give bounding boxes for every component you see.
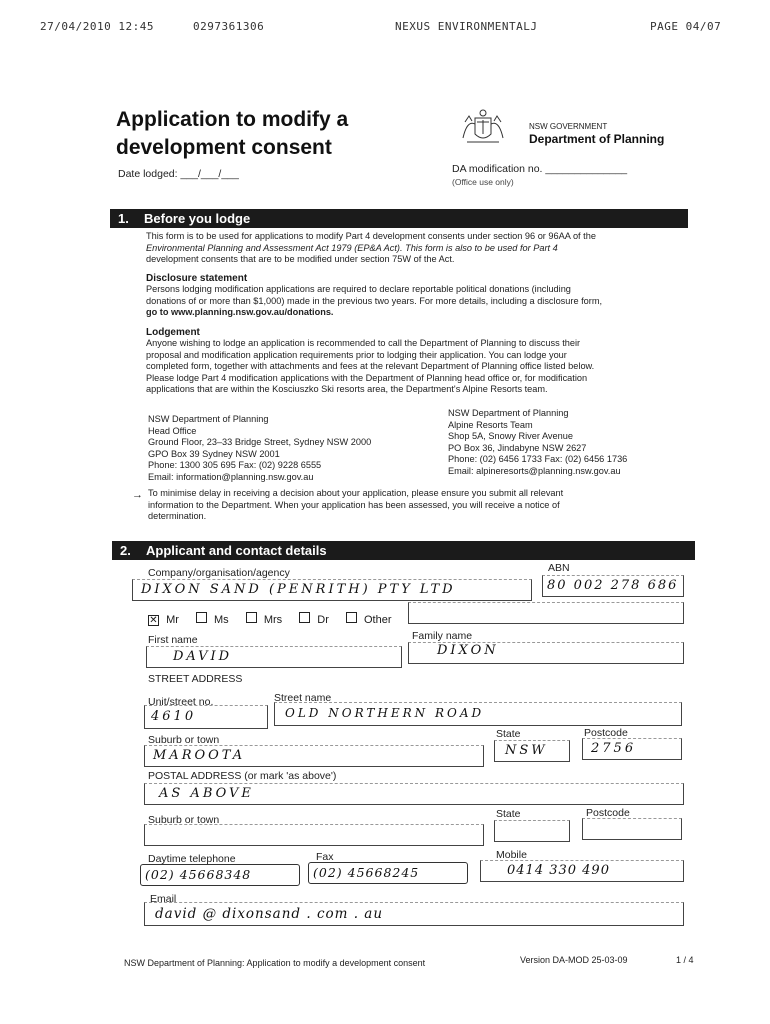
- section-1-header: [110, 209, 688, 228]
- email-value: david @ dixonsand . com . au: [155, 906, 384, 922]
- postcode-value: 2756: [591, 741, 637, 756]
- postal-address-field[interactable]: [144, 783, 684, 805]
- lodgement-heading: Lodgement: [146, 327, 200, 338]
- lodgement-line: Please lodge Part 4 modification applications with the Department of Planning head office or, for modification: [146, 372, 588, 383]
- postcode-label: Postcode: [584, 727, 628, 739]
- street-name-value: OLD NORTHERN ROAD: [285, 706, 485, 720]
- lodgement-line: Anyone wishing to lodge an application is recommended to call the Department of Planning to discuss their: [146, 338, 581, 348]
- suburb-value: MAROOTA: [153, 748, 246, 763]
- suburb-field[interactable]: [144, 745, 484, 767]
- mr-label: Mr: [166, 614, 179, 626]
- unit-label: Unit/street no.: [148, 696, 214, 708]
- mrs-checkbox[interactable]: [246, 612, 257, 623]
- office-line: Head Office: [148, 425, 197, 436]
- mobile-value: 0414 330 490: [507, 863, 610, 878]
- ms-checkbox[interactable]: [196, 612, 207, 623]
- company-field[interactable]: [132, 579, 532, 601]
- fax-sender: NEXUS ENVIRONMENTALJ: [395, 20, 538, 33]
- disclosure-heading: Disclosure statement: [146, 273, 248, 284]
- mobile-field[interactable]: [480, 860, 684, 882]
- other-checkbox[interactable]: [346, 612, 357, 623]
- daytime-phone-label: Daytime telephone: [148, 853, 236, 865]
- state-field[interactable]: [494, 740, 570, 762]
- abn-field[interactable]: [542, 575, 684, 597]
- postcode-field[interactable]: [582, 738, 682, 760]
- postal-address-heading: POSTAL ADDRESS (or mark 'as above'): [148, 770, 337, 782]
- mobile-label: Mobile: [496, 849, 527, 861]
- first-name-field[interactable]: [146, 646, 402, 668]
- footer-version: Version DA-MOD 25-03-09: [520, 955, 628, 965]
- office-line: Shop 5A, Snowy River Avenue: [448, 431, 573, 441]
- form-title-line2: development consent: [116, 136, 332, 159]
- state-value: NSW: [505, 743, 548, 758]
- street-address-heading: STREET ADDRESS: [148, 673, 243, 685]
- disclosure-line: donations of or more than $1,000) made in the previous two years. For more details, including a disclosure form,: [146, 295, 603, 306]
- family-name-value: DIXON: [437, 643, 499, 658]
- dept-name: Department of Planning: [529, 132, 665, 146]
- office-line: Phone: (02) 6456 1733 Fax: (02) 6456 1736: [448, 454, 628, 464]
- office-line: PO Box 36, Jindabyne NSW 2627: [448, 442, 587, 453]
- state-label: State: [496, 728, 521, 740]
- daytime-phone-value: (02) 45668348: [145, 867, 252, 882]
- unit-value: 4610: [151, 709, 197, 724]
- lodgement-line: proposal and modification application requirements prior to lodging their application. You can lodge your: [146, 349, 567, 360]
- office-email-link[interactable]: Email: information@planning.nsw.gov.au: [148, 471, 314, 482]
- family-name-label: Family name: [412, 630, 473, 642]
- nsw-crest-icon: [455, 108, 511, 152]
- intro-paragraph: [146, 231, 686, 266]
- postcode2-field[interactable]: [582, 818, 682, 840]
- footer-page: 1 / 4: [676, 955, 694, 965]
- mrs-label: Mrs: [263, 614, 283, 626]
- abn-value: 80 002 278 686: [547, 578, 679, 593]
- state2-label: State: [496, 808, 521, 820]
- intro-line: Environmental Planning and Assessment Act 1979 (EP&A Act). This form is also to be used for Part 4: [146, 242, 558, 253]
- company-label: Company/organisation/agency: [148, 567, 290, 579]
- minimise-line: To minimise delay in receiving a decision about your application, please ensure you submit all relevant: [148, 488, 564, 498]
- dr-label: Dr: [317, 614, 329, 626]
- postcode2-label: Postcode: [586, 807, 630, 819]
- daytime-phone-field[interactable]: [140, 864, 300, 886]
- section-2-number: 2.: [120, 543, 131, 558]
- other-title-field[interactable]: [408, 602, 684, 624]
- postal-address-value: AS ABOVE: [159, 786, 254, 801]
- street-name-field[interactable]: [274, 702, 682, 726]
- office-line: Phone: 1300 305 695 Fax: (02) 9228 6555: [148, 460, 322, 470]
- fax-value: (02) 45668245: [313, 865, 420, 880]
- disclosure-link[interactable]: go to www.planning.nsw.gov.au/donations.: [146, 307, 334, 317]
- office-alpine: [448, 408, 688, 477]
- lodgement-line: applications that are within the Kosciuszko Ski resorts area, the Department's Alpine Resorts team.: [146, 384, 548, 394]
- ms-label: Ms: [214, 614, 229, 626]
- section-1-title: Before you lodge: [144, 211, 251, 226]
- suburb2-label: Suburb or town: [148, 814, 220, 826]
- dr-checkbox[interactable]: [299, 612, 310, 623]
- mr-checkbox[interactable]: [148, 615, 159, 626]
- minimise-line: information to the Department. When your application has been assessed, you will receive a notice of: [148, 499, 560, 510]
- form-title-line1: Application to modify a: [116, 108, 349, 131]
- fax-page: PAGE 04/07: [650, 20, 722, 33]
- office-email-link[interactable]: Email: alpineresorts@planning.nsw.gov.au: [448, 465, 621, 476]
- date-lodged: Date lodged: ___/___/___: [118, 168, 239, 180]
- other-label: Other: [364, 614, 392, 626]
- section-1-number: 1.: [118, 211, 129, 226]
- family-name-field[interactable]: [408, 642, 684, 664]
- fax-label: Fax: [316, 851, 334, 863]
- first-name-label: First name: [148, 634, 198, 646]
- office-use-note: (Office use only): [452, 177, 514, 187]
- email-field[interactable]: [144, 902, 684, 926]
- company-value: DIXON SAND (PENRITH) PTY LTD: [141, 582, 456, 597]
- intro-line: development consents that are to be modified under section 75W of the Act.: [146, 254, 455, 264]
- section-2-header: [112, 541, 695, 560]
- email-label: Email: [150, 893, 177, 905]
- office-line: Alpine Resorts Team: [448, 419, 533, 430]
- suburb-label: Suburb or town: [148, 734, 220, 746]
- disclosure-paragraph: [146, 284, 686, 319]
- disclosure-line: Persons lodging modification applications are required to declare reportable political donations (including: [146, 284, 571, 294]
- footer-title: NSW Department of Planning: Application to modify a development consent: [124, 958, 426, 968]
- abn-label: ABN: [548, 562, 570, 574]
- state2-field[interactable]: [494, 820, 570, 842]
- intro-line: This form is to be used for applications to modify Part 4 development consents under section 96 or 96AA of the: [146, 231, 596, 241]
- govt-name: NSW GOVERNMENT: [529, 122, 608, 131]
- office-line: Ground Floor, 23–33 Bridge Street, Sydney NSW 2000: [148, 437, 372, 447]
- fax-datetime: 27/04/2010 12:45: [40, 20, 154, 33]
- da-modification-no: DA modification no. ______________: [452, 163, 628, 175]
- suburb2-field[interactable]: [144, 824, 484, 846]
- fax-number: 0297361306: [193, 20, 265, 33]
- section-2-title: Applicant and contact details: [146, 543, 327, 558]
- unit-field[interactable]: [144, 705, 268, 729]
- street-name-label: Street name: [274, 692, 332, 704]
- lodgement-paragraph: [146, 338, 686, 396]
- title-checkboxes: [148, 612, 392, 626]
- fax-field[interactable]: [308, 862, 468, 884]
- office-head: [148, 414, 448, 483]
- first-name-value: DAVID: [173, 649, 233, 664]
- arrow-icon: →: [132, 489, 143, 501]
- office-line: GPO Box 39 Sydney NSW 2001: [148, 448, 280, 459]
- office-line: NSW Department of Planning: [448, 408, 569, 418]
- minimise-line: determination.: [148, 511, 207, 521]
- office-line: NSW Department of Planning: [148, 414, 269, 424]
- lodgement-line: completed form, together with attachments and fees at the relevant Department of Planning office listed below.: [146, 361, 595, 371]
- minimise-paragraph: [148, 488, 688, 523]
